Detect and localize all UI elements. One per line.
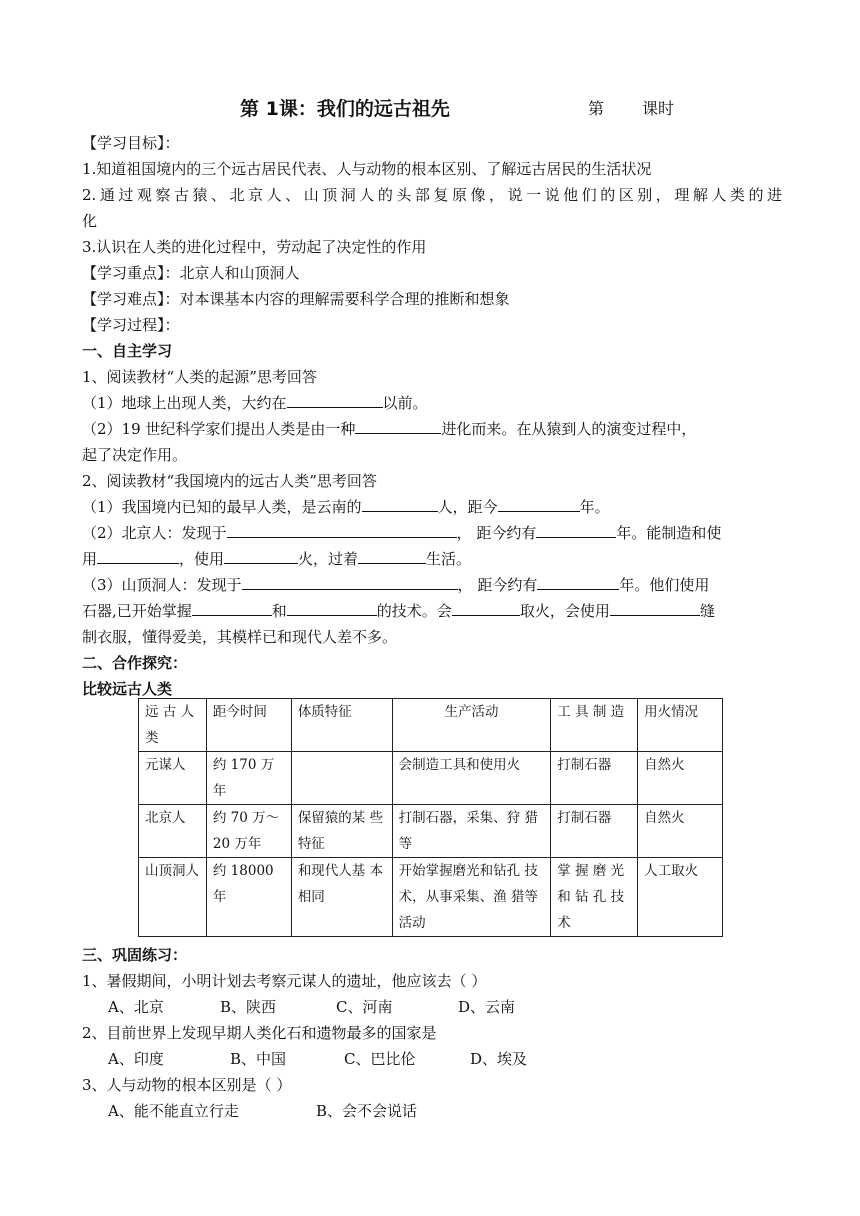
table-cell: 打制石器，采集、狩 猎等 (392, 805, 551, 858)
table-caption: 比较远古人类 (82, 680, 173, 698)
text: 和 (271, 602, 287, 620)
exercise-2-stem: 2、目前世界上发现早期人类化石和遗物最多的国家是 (82, 1024, 437, 1042)
text: 年。他们使用 (619, 576, 710, 594)
question-1-2 (82, 419, 782, 439)
option-a[interactable]: A、北京 (108, 998, 164, 1016)
process-heading: 【学习过程】： (82, 316, 180, 334)
table-cell: 开始掌握磨光和钻孔 技术，从事采集、渔 猎等活动 (392, 858, 551, 937)
text: 人，距今 (437, 498, 498, 516)
blank[interactable] (537, 575, 619, 590)
option-a[interactable]: A、能不能直立行走 (108, 1102, 239, 1120)
option-b[interactable]: B、陕西 (220, 998, 277, 1016)
option-b[interactable]: B、中国 (230, 1050, 287, 1068)
section1-heading: 一、自主学习 (82, 342, 173, 360)
table-row (139, 805, 723, 858)
table-cell: 打制石器 (551, 805, 638, 858)
difficulty: 【学习难点】：对本课基本内容的理解需要科学合理的推断和想象 (82, 290, 510, 308)
text: ，使用 (179, 550, 225, 568)
table-cell: 会制造工具和使用火 (392, 752, 551, 805)
objective-3: 3.认识在人类的进化过程中，劳动起了决定性的作用 (82, 238, 427, 256)
option-c[interactable]: C、河南 (336, 998, 393, 1016)
text: （3）山顶洞人：发现于 (82, 576, 242, 594)
key-point: 【学习重点】：北京人和山顶洞人 (82, 264, 300, 282)
blank[interactable] (355, 419, 441, 434)
question-2-3-cont2: 制衣服，懂得爱美，其模样已和现代人差不多。 (82, 628, 398, 646)
text: （1）地球上出现人类，大约在 (82, 394, 287, 412)
table-cell: 北京人 (139, 805, 207, 858)
text: 以前。 (382, 394, 428, 412)
table-cell: 保留猿的某 些特征 (291, 805, 392, 858)
text: 石器,已开始掌握 (82, 602, 192, 620)
text: 火，过着 (298, 550, 359, 568)
table-cell: 人工取火 (638, 858, 723, 937)
table-header-row (139, 699, 723, 752)
option-b[interactable]: B、会不会说话 (316, 1102, 418, 1120)
question-2-1 (82, 497, 782, 517)
text: 进化而来。在从猿到人的演变过程中， (441, 420, 697, 438)
title-main: 第 1课：我们的远古祖先 (240, 98, 450, 120)
comparison-table (138, 698, 723, 937)
text: （2）19 世纪科学家们提出人类是由一种 (82, 420, 356, 438)
exercise-3-stem: 3、人与动物的根本区别是（ ） (82, 1076, 292, 1094)
table-cell (291, 752, 392, 805)
lesson-title (0, 94, 860, 120)
objective-2: 2.通过观察古猿、北京人、山顶洞人的头部复原像，说一说他们的区别，理解人类的进 (82, 186, 782, 204)
blank[interactable] (536, 523, 616, 538)
blank[interactable] (358, 549, 426, 564)
header-cell: 用火情况 (638, 699, 723, 752)
table-cell: 自然火 (638, 805, 723, 858)
table-cell: 约 18000 年 (206, 858, 291, 937)
blank[interactable] (287, 601, 377, 616)
blank[interactable] (452, 601, 520, 616)
question-2-2 (82, 523, 782, 543)
table-cell: 约 70 万～ 20 万年 (206, 805, 291, 858)
text: （1）我国境内已知的最早人类，是云南的 (82, 498, 362, 516)
blank[interactable] (287, 393, 383, 408)
blank[interactable] (610, 601, 700, 616)
text: 的技术。会 (376, 602, 452, 620)
question-2-3-cont (82, 601, 782, 621)
table-cell: 山顶洞人 (139, 858, 207, 937)
section3-heading: 三、巩固练习： (82, 946, 188, 964)
blank[interactable] (227, 523, 457, 538)
blank[interactable] (242, 575, 458, 590)
question-1-1 (82, 393, 782, 413)
section2-heading: 二、合作探究： (82, 654, 188, 672)
text: ， 距今约有 (457, 576, 538, 594)
header-cell: 生产活动 (392, 699, 551, 752)
text: 生活。 (426, 550, 472, 568)
table-cell: 约 170 万年 (206, 752, 291, 805)
header-cell: 远 古 人 类 (139, 699, 207, 752)
header-cell: 体质特征 (291, 699, 392, 752)
title-period-label: 第 (588, 99, 605, 118)
table-cell: 掌 握 磨 光 和 钻 孔 技 术 (551, 858, 638, 937)
question-1-2-cont: 起了决定作用。 (82, 446, 188, 464)
objectives-heading: 【学习目标】： (82, 134, 180, 152)
question-2-2-cont (82, 549, 782, 569)
question-2-3 (82, 575, 782, 595)
text: 取火，会使用 (519, 602, 610, 620)
table-cell: 和现代人基 本相同 (291, 858, 392, 937)
blank[interactable] (498, 497, 580, 512)
table-cell: 元谋人 (139, 752, 207, 805)
blank[interactable] (97, 549, 179, 564)
text: 用 (82, 550, 98, 568)
text: 年。 (579, 498, 610, 516)
option-d[interactable]: D、埃及 (470, 1050, 528, 1068)
text: 年。能制造和使 (616, 524, 722, 542)
question-2: 2、阅读教材“我国境内的远古人类”思考回答 (82, 472, 377, 490)
objective-1: 1.知道祖国境内的三个远古居民代表、人与动物的根本区别、了解远古居民的生活状况 (82, 160, 652, 178)
question-1: 1、阅读教材“人类的起源”思考回答 (82, 368, 317, 386)
table-row (139, 752, 723, 805)
title-period-suffix: 课时 (642, 99, 675, 118)
header-cell: 工 具 制 造 (551, 699, 638, 752)
blank[interactable] (192, 601, 272, 616)
text: （2）北京人：发现于 (82, 524, 227, 542)
exercise-1-stem: 1、暑假期间，小明计划去考察元谋人的遗址，他应该去（ ） (82, 972, 487, 990)
option-a[interactable]: A、印度 (108, 1050, 164, 1068)
text: ， 距今约有 (456, 524, 537, 542)
blank[interactable] (362, 497, 438, 512)
text: 缝 (699, 602, 715, 620)
header-cell: 距今时间 (206, 699, 291, 752)
objective-2-cont: 化 (82, 212, 98, 230)
blank[interactable] (224, 549, 298, 564)
table-row (139, 858, 723, 937)
table-cell: 自然火 (638, 752, 723, 805)
table-cell: 打制石器 (551, 752, 638, 805)
option-c[interactable]: C、巴比伦 (344, 1050, 416, 1068)
option-d[interactable]: D、云南 (458, 998, 516, 1016)
